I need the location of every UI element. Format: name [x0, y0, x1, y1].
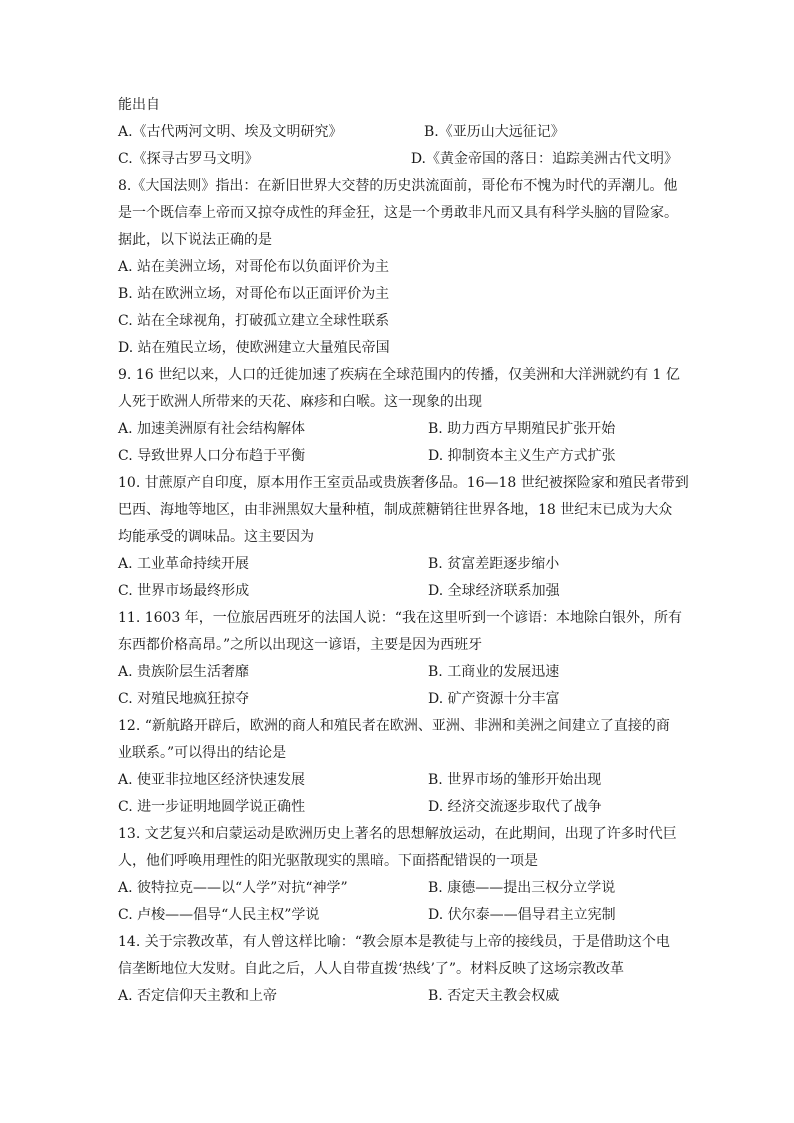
- q8-stem-line: 8.《大国法则》指出：在新旧世界大交替的历史洪流面前，哥伦布不愧为时代的弄潮儿。他: [118, 178, 678, 194]
- q14-stem-line: 14. 关于宗教改革，有人曾这样比喻：“教会原本是教徒与上帝的接线员，于是借助这个电: [118, 934, 670, 950]
- q11-option-a: A. 贵族阶层生活奢靡: [118, 664, 250, 680]
- q12-option-b: B. 世界市场的雏形开始出现: [428, 772, 602, 788]
- q12-option-c: C. 进一步证明地圆学说正确性: [118, 799, 306, 815]
- q13-options-row-1: [118, 875, 678, 902]
- q10-option-a: A. 工业革命持续开展: [118, 556, 250, 572]
- q11-option-d: D. 矿产资源十分丰富: [428, 691, 560, 707]
- q7-option-a: A.《古代两河文明、埃及文明研究》: [118, 124, 343, 140]
- q8-stem-line: 据此，以下说法正确的是: [118, 232, 272, 248]
- q12-stem-line: 业联系。”可以得出的结论是: [118, 745, 287, 761]
- q12-option-a: A. 使亚非拉地区经济快速发展: [118, 772, 306, 788]
- q9-options-row-1: [118, 416, 678, 443]
- q10-stem-line: 10. 甘蔗原产自印度，原本用作王室贡品或贵族奢侈品。16—18 世纪被探险家和殖民者带到: [118, 475, 689, 491]
- question-lead-text: 能出自: [118, 97, 160, 113]
- q9-option-a: A. 加速美洲原有社会结构解体: [118, 421, 306, 437]
- q9-option-b: B. 助力西方早期殖民扩张开始: [428, 421, 616, 437]
- q11-option-b: B. 工商业的发展迅速: [428, 664, 560, 680]
- q10-option-c: C. 世界市场最终形成: [118, 583, 250, 599]
- q7-option-d: D.《黄金帝国的落日：追踪美洲古代文明》: [410, 151, 678, 167]
- q13-option-a: A. 彼特拉克——以“人学”对抗“神学”: [118, 880, 348, 896]
- q12-option-d: D. 经济交流逐步取代了战争: [428, 799, 602, 815]
- q10-stem-line: 巴西、海地等地区，由非洲黑奴大量种植，制成蔗糖销往世界各地，18 世纪末已成为大众: [118, 502, 673, 518]
- q11-stem-line: 东西都价格高昂。”之所以出现这一谚语，主要是因为西班牙: [118, 637, 483, 653]
- q8-option-d: D. 站在殖民立场，使欧洲建立大量殖民帝国: [118, 340, 390, 356]
- q14-option-b: B. 否定天主教会权威: [428, 988, 560, 1004]
- q14-option-a: A. 否定信仰天主教和上帝: [118, 988, 278, 1004]
- q13-stem-line: 13. 文艺复兴和启蒙运动是欧洲历史上著名的思想解放运动，在此期间，出现了许多时代巨: [118, 826, 677, 842]
- q13-option-d: D. 伏尔泰——倡导君主立宪制: [428, 907, 616, 923]
- q14-options-row-1: [118, 983, 678, 1010]
- q9-option-c: C. 导致世界人口分布趋于平衡: [118, 448, 306, 464]
- exam-page: [118, 92, 689, 1010]
- q9-stem-line: 人死于欧洲人所带来的天花、麻疹和白喉。这一现象的出现: [118, 394, 482, 410]
- q9-stem-line: 9. 16 世纪以来，人口的迁徙加速了疾病在全球范围内的传播，仅美洲和大洋洲就约有 1 亿: [118, 367, 680, 383]
- q13-stem-line: 人，他们呼唤用理性的阳光驱散现实的黑暗。下面搭配错误的一项是: [118, 853, 538, 869]
- q7-options-row-2: [118, 146, 678, 173]
- q8-option-c: C. 站在全球视角，打破孤立建立全球性联系: [118, 313, 390, 329]
- q13-options-row-2: [118, 902, 678, 929]
- q11-stem-line: 11. 1603 年，一位旅居西班牙的法国人说：“我在这里听到一个谚语：本地除白银外，所有: [118, 610, 682, 626]
- q10-stem-line: 均能承受的调味品。这主要因为: [118, 529, 314, 545]
- q7-option-b: B.《亚历山大远征记》: [424, 124, 565, 140]
- q12-options-row-2: [118, 794, 678, 821]
- q10-options-row-2: [118, 578, 678, 605]
- q8-stem-line: 是一个既信奉上帝而又掠夺成性的拜金狂，这是一个勇敢非凡而又具有科学头脑的冒险家。: [118, 205, 678, 221]
- q10-option-b: B. 贫富差距逐步缩小: [428, 556, 560, 572]
- q12-stem-line: 12. “新航路开辟后，欧洲的商人和殖民者在欧洲、亚洲、非洲和美洲之间建立了直接的商: [118, 718, 670, 734]
- q12-options-row-1: [118, 767, 678, 794]
- q9-option-d: D. 抑制资本主义生产方式扩张: [428, 448, 616, 464]
- q10-option-d: D. 全球经济联系加强: [428, 583, 560, 599]
- q10-options-row-1: [118, 551, 678, 578]
- q7-options-row-1: [118, 119, 678, 146]
- q13-option-c: C. 卢梭——倡导“人民主权”学说: [118, 907, 320, 923]
- q8-option-a: A. 站在美洲立场，对哥伦布以负面评价为主: [118, 259, 390, 275]
- q9-options-row-2: [118, 443, 678, 470]
- q13-option-b: B. 康德——提出三权分立学说: [428, 880, 616, 896]
- q11-options-row-1: [118, 659, 678, 686]
- q14-stem-line: 信垄断地位大发财。自此之后，人人自带直拨‘热线’了”。材料反映了这场宗教改革: [118, 961, 625, 977]
- q11-options-row-2: [118, 686, 678, 713]
- q11-option-c: C. 对殖民地疯狂掠夺: [118, 691, 250, 707]
- q8-option-b: B. 站在欧洲立场，对哥伦布以正面评价为主: [118, 286, 390, 302]
- q7-option-c: C.《探寻古罗马文明》: [118, 151, 259, 167]
